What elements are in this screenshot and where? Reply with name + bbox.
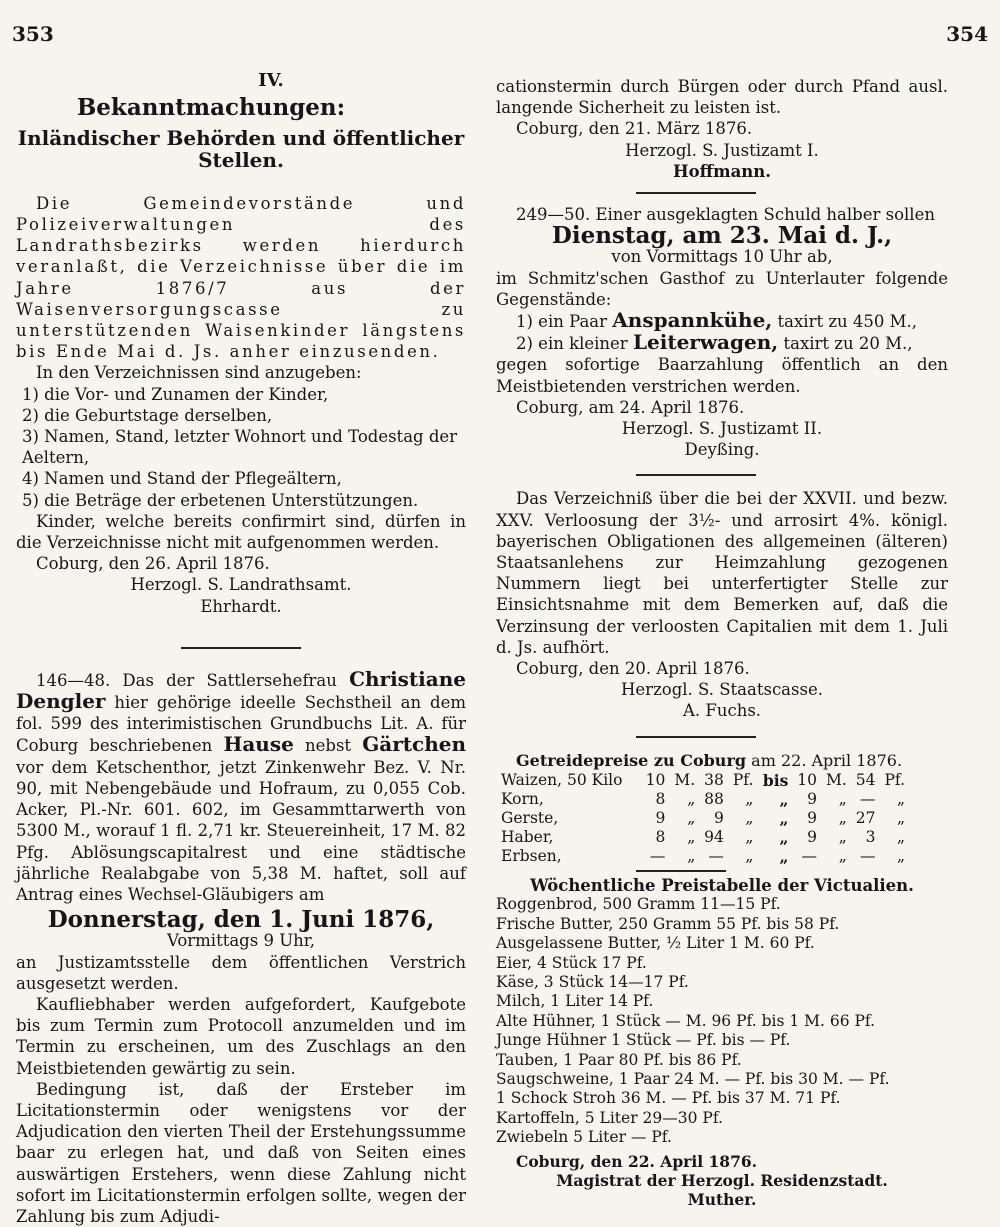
list-item: Frische Butter, 250 Gramm 55 Pf. bis 58 Pf. [496,914,840,933]
right-column [496,76,948,1210]
table-cell-u1: „ [687,808,696,827]
item-anspannkuehe: Anspannkühe, [612,308,773,333]
list-item: Saugschweine, 1 Paar 24 M. — Pf. bis 30 M. — Pf. [496,1069,890,1088]
table-row [498,771,908,790]
table-cell-bis: „ [779,789,789,809]
list-item: 1) die Vor- und Zunamen der Kinder, [22,384,329,404]
weekly-prices-date: Coburg, den 22. April 1876. [516,1151,758,1171]
auction-time: von Vormittags 10 Uhr ab, [611,247,833,267]
notice-number: 146—48. [36,670,111,690]
table-cell-m2: 9 [807,789,817,808]
table-cell-m2: 9 [807,827,817,846]
item-price: taxirt zu 450 M., [777,312,918,332]
notice-staatscasse-office: Herzogl. S. Staatscasse. [621,680,823,700]
table-cell-bis: „ [779,827,789,847]
notice-dengler-intro: Das der Sattlersehefrau [122,670,337,690]
item-price: taxirt zu 20 M., [783,334,913,354]
notice-staatscasse-text: Das Verzeichniß über die bei der XXVII. und bezw. XXV. Verloosung der 3½- und arrosirt 4%. königl. bayerischen Obligationen des allgemeinen (älteren) Staatsanlehens zur Heimzahlung gezogenen Nummern liegt bei unterfertigter Stelle zur Einsichtsnahme mit dem Bemerken auf, daß die Verzinsung der verloosten Capitalien mit dem 1. Juli d. Js. aufhört. [496,489,948,657]
list-item: Kartoffeln, 5 Liter 29—30 Pf. [496,1108,723,1127]
hause-label: Hause [223,732,294,757]
table-cell-u2: „ [745,808,754,827]
grain-prices-title: Getreidepreise zu Coburg [516,750,747,770]
notice-waisen-signer: Ehrhardt. [200,596,282,616]
table-cell-u2: „ [745,846,754,865]
weekly-prices-office: Magistrat der Herzogl. Residenzstadt. [556,1170,888,1190]
notice-number: 249—50. [516,205,591,225]
heading-authorities: Inländischer Behörden und öffentlicher Stellen. [17,126,465,172]
nebst-label: nebst [304,736,352,756]
table-cell-p2: 3 [865,827,876,846]
notice-staatscasse [496,488,948,721]
table-cell-m2: — [801,846,817,865]
auction-place: im Schmitz'schen Gasthof zu Unterlauter folgende Gegenstände: [496,268,948,309]
notice-waisen-closing: Kinder, welche bereits confirmirt sind, dürfen in die Verzeichnisse nicht mit aufgenommen werden. [16,511,466,553]
list-item: 1 Schock Stroh 36 M. — Pf. bis 37 M. 71 Pf. [496,1089,841,1108]
grain-prices-date: am 22. April 1876. [751,750,903,770]
item-leiterwagen: Leiterwagen, [632,330,779,355]
notice-dengler-body2: vor dem Ketschenthor, jetzt Zinkenwehr Bez. V. Nr. 90, mit Nebengebäude und Hofraum, zu 0,055 Cob. Acker, Pl.-Nr. 601. 602, im Gesammttarwerth von 5300 M., worauf 1 fl. 2,71 kr. Steuereinheit, 17 M. 82 Pfg. Ablösungscapitalrest und eine städtische jährliche Realabgabe von 5,38 M. haftet, soll auf Antrag eines Wechsel-Gläubigers am [16,757,466,904]
continuation-signer: Hoffmann. [672,161,772,181]
list-item: 2) die Geburtstage derselben, [22,405,273,425]
table-cell-u1: „ [687,827,696,846]
table-cell-u1: „ [687,846,696,865]
table-cell-name: Waizen, 50 Kilo [501,770,623,789]
table-cell-u1: M. [674,770,696,789]
table-cell-name: Erbsen, [501,846,562,865]
table-cell-m1: 10 [645,770,666,789]
auction-date: Donnerstag, den 1. Juni 1876, [47,906,435,934]
item-prefix: 2) ein kleiner [516,334,628,354]
owner-name: Christiane Dengler [16,666,466,714]
table-cell-u2: „ [745,789,754,808]
grain-price-table [498,771,908,866]
table-row [498,790,908,809]
divider [636,870,726,872]
notice-waisen-intro: In den Verzeichnissen sind anzugeben: [36,363,362,383]
table-cell-p1: 38 [704,770,724,789]
table-cell-u4: Pf. [884,770,905,789]
table-cell-u4: „ [896,789,905,808]
notice-continuation [496,76,948,182]
list-item: 3) Namen, Stand, letzter Wohnort und Todestag der Aeltern, [22,427,458,468]
list-item: Eier, 4 Stück 17 Pf. [496,953,647,972]
table-cell-u3: „ [838,789,847,808]
notice-waisen-list [16,384,466,511]
table-cell-bis: „ [779,846,789,866]
table-cell-bis: bis [762,770,789,790]
continuation-date: Coburg, den 21. März 1876. [516,119,753,139]
table-cell-u3: „ [838,808,847,827]
table-cell-p2: — [859,846,876,865]
table-cell-u4: „ [896,827,905,846]
notice-schmitz-text: gegen sofortige Baarzahlung öffentlich an den Meistbietenden verstrichen werden. [496,355,948,396]
notice-staatscasse-signer: A. Fuchs. [682,701,762,721]
table-cell-p1: 88 [704,789,724,808]
table-cell-p2: 27 [855,808,876,827]
notice-waisen [16,193,466,617]
list-item: 4) Namen und Stand der Pflegeältern, [22,469,342,489]
notice-waisen-date: Coburg, den 26. April 1876. [36,554,270,574]
auction-time: Vormittags 9 Uhr, [166,931,316,951]
weekly-prices-title: Wöchentliche Preistabelle der Victualien. [530,875,914,895]
table-cell-u4: „ [896,808,905,827]
notice-dengler-body5: Bedingung ist, daß der Ersteber im Licitationstermin oder wenigstens vor der Adjudication den vierten Theil der Erstehungssumme baar zu erlegen hat, und daß von Seiten eines auswärtigen Erstehers, wenn diese Zahlung nicht sofort im Licitationstermin erfolgen sollte, wegen der Zahlung bis zum Adjudi- [16,1079,466,1226]
table-row [498,809,908,828]
table-cell-bis: „ [779,808,789,828]
divider [636,474,756,476]
item-prefix: 1) ein Paar [516,312,608,332]
table-cell-m1: — [649,846,666,865]
table-cell-u3: „ [838,827,847,846]
notice-schmitz-date: Coburg, am 24. April 1876. [516,397,745,417]
table-cell-p2: 54 [855,770,876,789]
divider [181,647,301,649]
auction-date: Dienstag, am 23. Mai d. J., [551,222,893,250]
table-cell-p1: 9 [713,808,724,827]
notice-dengler-body4: Kaufliebhaber werden aufgefordert, Kaufgebote bis zum Termin zum Protocoll anzumelden und im Termin zu erscheinen, um des Zuschlags an den Meistbietenden gewärtig zu sein. [16,994,466,1078]
table-cell-u2: „ [745,827,754,846]
table-cell-p1: 94 [704,827,724,846]
table-cell-u4: „ [896,846,905,865]
table-cell-m2: 9 [807,808,817,827]
list-item: Milch, 1 Liter 14 Pf. [496,992,654,1011]
list-item: Zwiebeln 5 Liter — Pf. [496,1128,672,1147]
weekly-prices-signer: Muther. [687,1190,757,1210]
left-column [16,70,466,1227]
continuation-office: Herzogl. S. Justizamt I. [625,140,819,160]
weekly-prices-list [496,895,948,1147]
table-cell-p1: — [708,846,724,865]
list-item: Roggenbrod, 500 Gramm 11—15 Pf. [496,895,781,914]
table-cell-u2: Pf. [732,770,754,789]
notice-dengler [16,666,467,1227]
gaertchen-label: Gärtchen [362,732,467,757]
list-item: 5) die Beträge der erbetenen Unterstützungen. [22,490,419,510]
table-row [498,828,908,847]
divider [636,736,756,738]
table-cell-m2: 10 [797,770,817,789]
list-item: Junge Hühner 1 Stück — Pf. bis — Pf. [496,1031,791,1050]
notice-schmitz-signer: Deyßing. [684,440,760,460]
notice-dengler-body3: an Justizamtsstelle dem öffentlichen Verstrich ausgesetzt werden. [16,952,466,993]
table-cell-name: Haber, [501,827,554,846]
heading-announcements: Bekanntmachungen: [76,94,346,122]
table-cell-m1: 8 [655,789,666,808]
table-cell-name: Korn, [501,789,544,808]
section-number: IV. [258,70,284,91]
grain-prices [496,750,948,866]
weekly-prices [496,876,948,1210]
list-item: Alte Hühner, 1 Stück — M. 96 Pf. bis 1 M. 66 Pf. [496,1011,876,1030]
page-number-left: 353 [12,22,54,46]
notice-schmitz [496,204,948,460]
table-cell-m1: 9 [655,808,666,827]
notice-waisen-text: Die Gemeindevorstände und Polizeiverwaltungen des Landrathsbezirks werden hierdurch veranlaßt, die Verzeichnisse über die im Jahre 1876/7 aus der Waisenversorgungscasse zu unterstützenden Waisenkinder längstens bis Ende Mai d. Js. anher einzusenden. [16,193,466,362]
divider [636,192,756,194]
notice-schmitz-intro: Einer ausgeklagten Schuld halber sollen [595,205,935,225]
table-cell-u1: „ [687,789,696,808]
list-item: Tauben, 1 Paar 80 Pf. bis 86 Pf. [496,1050,742,1069]
table-cell-u3: M. [826,770,847,789]
notice-schmitz-office: Herzogl. S. Justizamt II. [621,419,823,439]
table-cell-m1: 8 [655,827,666,846]
table-row [498,847,908,866]
page-number-right: 354 [946,22,988,46]
notice-staatscasse-date: Coburg, den 20. April 1876. [516,659,750,679]
continuation-text: cationstermin durch Bürgen oder durch Pfand ausl. langende Sicherheit zu leisten ist. [496,77,948,118]
list-item: Käse, 3 Stück 14—17 Pf. [496,972,689,991]
notice-dengler-body1: hier gehörige ideelle Sechstheil an dem fol. 599 des interimistischen Grundbuchs Lit. A. für Coburg beschriebenen [16,693,466,756]
notice-waisen-office: Herzogl. S. Landrathsamt. [130,575,352,595]
table-cell-u3: „ [838,846,847,865]
table-cell-name: Gerste, [501,808,559,827]
table-cell-p2: — [859,789,876,808]
list-item: Ausgelassene Butter, ½ Liter 1 M. 60 Pf. [496,934,815,953]
